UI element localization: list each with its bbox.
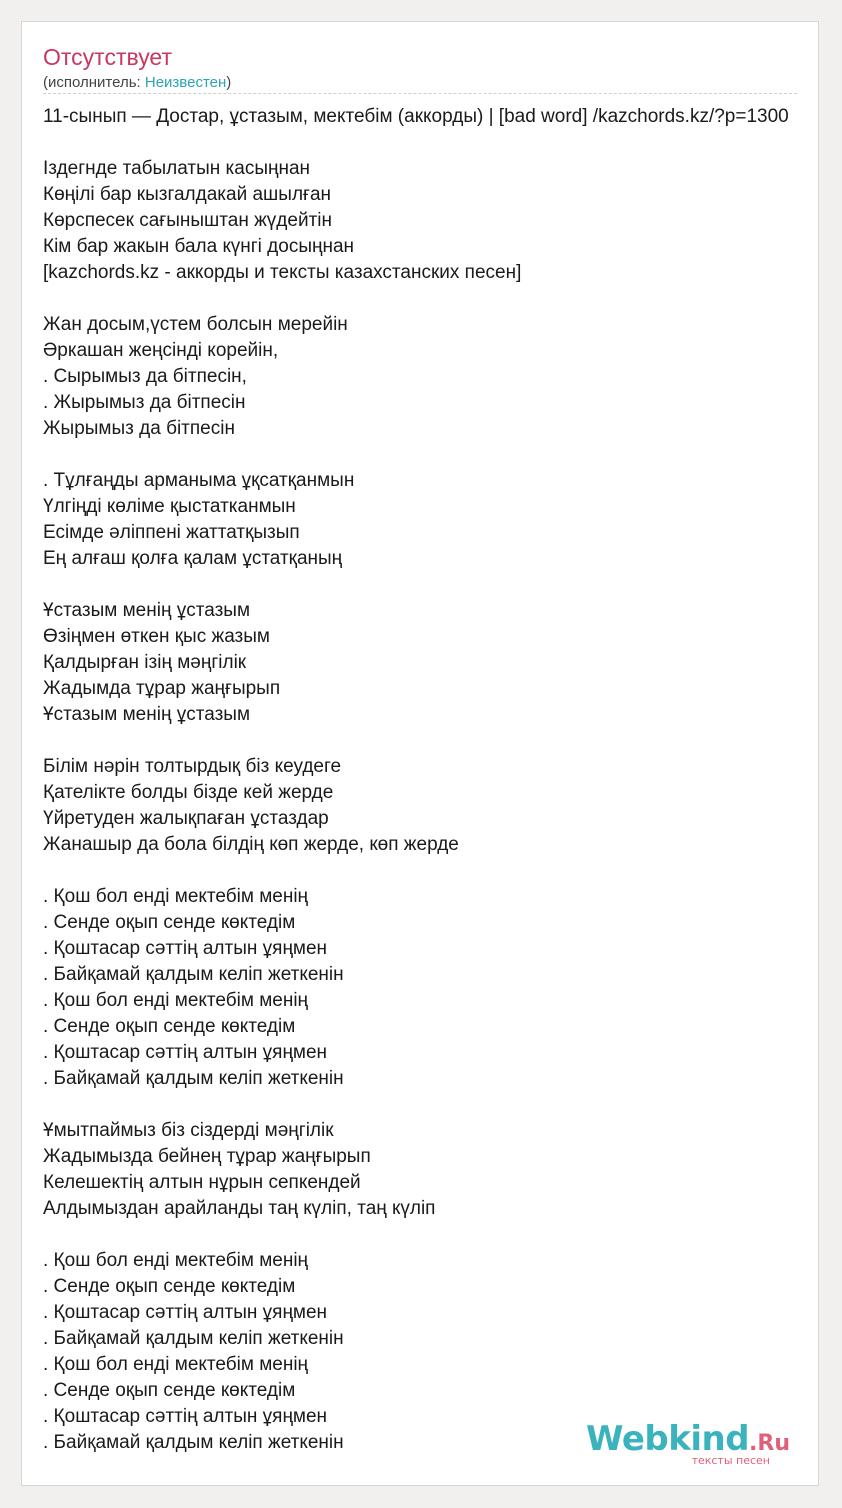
lyrics-line: . Сенде оқып сенде көктедім [43,912,296,933]
lyrics-line: Қателікте болды бізде кей жерде [43,782,334,803]
logo-suffix-text: .Ru [749,1431,790,1456]
lyrics-line: . Қоштасар сәттің алтын ұяңмен [43,1406,328,1427]
lyrics-blank-line [43,442,819,468]
lyrics-line: . Сенде оқып сенде көктедім [43,1380,296,1401]
lyrics-card [21,21,819,1486]
lyrics-line: Жадымызда бейнең тұрар жаңғырып [43,1146,371,1167]
lyrics-line: Үлгіңді көліме қыстатканмын [43,496,296,517]
lyrics-line: Білім нәрін толтырдық біз кеудеге [43,756,342,777]
lyrics-line: . Байқамай қалдым келіп жеткенін [43,964,344,985]
lyrics-line: Алдымыздан арайланды таң күліп, таң күліп [43,1198,436,1219]
lyrics-line: . Қоштасар сәттің алтын ұяңмен [43,1302,328,1323]
lyrics-line: . Жырымыз да бітпесін [43,392,246,413]
lyrics-line: Ұмытпаймыз біз сіздерді мәңгілік [43,1120,334,1141]
lyrics-blank-line [43,1222,819,1248]
artist-suffix: ) [226,74,232,91]
artist-link[interactable]: Неизвестен [144,74,227,91]
lyrics-blank-line [43,130,819,156]
lyrics-line: . Қош бол енді мектебім менің [43,886,309,907]
lyrics-blank-line [43,286,819,312]
lyrics-line: [kazchords.kz - аккорды и тексты казахстанских песен] [43,262,522,283]
lyrics-line: . Байқамай қалдым келіп жеткенін [43,1432,344,1453]
lyrics-line: . Байқамай қалдым келіп жеткенін [43,1328,344,1349]
lyrics-line: . Қоштасар сәттің алтын ұяңмен [43,1042,328,1063]
lyrics-line: Жан досым,үстем болсын мерейін [43,314,348,335]
lyrics-line: Іздегнде табылатын касыңнан [43,158,311,179]
lyrics-line: . Қош бол енді мектебім менің [43,1354,309,1375]
lyrics-line: Көрспесек сағыныштан жүдейтін [43,210,332,231]
lyrics-line: Ең алғаш қолға қалам ұстатқаның [43,548,343,569]
site-logo[interactable] [586,1419,790,1467]
lyrics-blank-line [43,1092,819,1118]
artist-line [43,73,231,93]
lyrics-line: Көңілі бар кызгалдакай ашылған [43,184,332,205]
lyrics-line: Үйретуден жалықпаған ұстаздар [43,808,329,829]
lyrics-line: . Сенде оқып сенде көктедім [43,1016,296,1037]
lyrics-blank-line [43,858,819,884]
lyrics-line: . Қоштасар сәттің алтын ұяңмен [43,938,328,959]
lyrics-line: Әркашан жеңсінді корейін, [43,340,279,361]
lyrics-blank-line [43,728,819,754]
logo-main-text: Webkind [586,1419,750,1459]
lyrics-line: . Сенде оқып сенде көктедім [43,1276,296,1297]
lyrics-line: . Сырымыз да бітпесін, [43,366,247,387]
logo-subtitle: тексты песен [691,1454,770,1467]
lyrics-line: Келешектің алтын нұрын сепкендей [43,1172,361,1193]
lyrics-line: . Байқамай қалдым келіп жеткенін [43,1068,344,1089]
lyrics-line: 11-сынып — Достар, ұстазым, мектебім (аккорды) | [bad word] /kazchords.kz/?p=1300 [43,106,789,127]
lyrics-line: Жырымыз да бітпесін [43,418,235,439]
lyrics-line: Қалдырған ізің мәңгілік [43,652,247,673]
lyrics-line: Өзіңмен өткен қыс жазым [43,626,270,647]
lyrics-line: . Қош бол енді мектебім менің [43,990,309,1011]
lyrics-body [43,104,819,1456]
lyrics-line: Ұстазым менің ұстазым [43,704,251,725]
lyrics-line: Кім бар жакын бала күнгі досыңнан [43,236,355,257]
lyrics-line: Жанашыр да бола білдің көп жерде, көп жерде [43,834,459,855]
lyrics-blank-line [43,572,819,598]
artist-prefix: (исполнитель: [43,74,145,91]
divider [43,93,797,94]
song-title: Отсутствует [43,44,172,70]
lyrics-line: Жадымда тұрар жаңғырып [43,678,281,699]
lyrics-line: Ұстазым менің ұстазым [43,600,251,621]
lyrics-line: Есімде әліппені жаттатқызып [43,522,300,543]
lyrics-line: . Қош бол енді мектебім менің [43,1250,309,1271]
lyrics-line: . Тұлғаңды арманыма ұқсатқанмын [43,470,355,491]
